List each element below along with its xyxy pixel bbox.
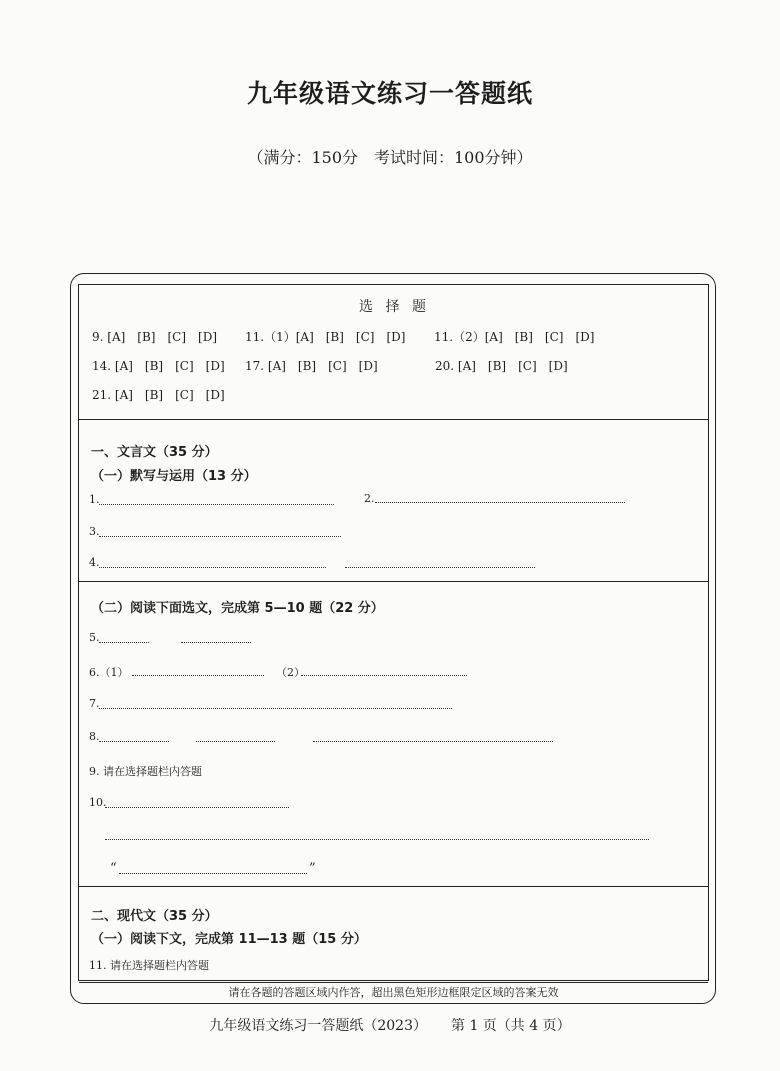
choice-q20[interactable]: 20. [A] [B] [C] [D]: [435, 359, 568, 373]
q6-label: 6.（1）: [89, 666, 129, 679]
section3-heading: 二、现代文（35 分）: [91, 909, 218, 924]
q7-answer-line[interactable]: [99, 708, 452, 709]
section-divider: [79, 581, 708, 582]
q8-answer-line-2[interactable]: [196, 741, 275, 742]
section-divider: [79, 886, 708, 887]
q3-label: 3.: [89, 525, 100, 538]
q5-label: 5.: [89, 631, 100, 644]
footer-title: 九年级语文练习一答题纸（2023）: [209, 1018, 427, 1034]
q1-answer-line[interactable]: [99, 504, 334, 505]
q8-label: 8.: [89, 730, 100, 743]
q2-answer-line[interactable]: [375, 502, 625, 503]
answer-sheet-box: [78, 284, 709, 981]
q1-label: 1.: [89, 493, 100, 506]
q4-label: 4.: [89, 556, 100, 569]
q8-answer-line-1[interactable]: [99, 741, 169, 742]
choice-q9[interactable]: 9. [A] [B] [C] [D]: [92, 330, 218, 344]
choice-section-title: 选 择 题: [359, 299, 430, 315]
q8-answer-line-3[interactable]: [313, 741, 553, 742]
q6-1-answer-line[interactable]: [132, 675, 264, 676]
q6-2-answer-line[interactable]: [301, 675, 467, 676]
section3-sub-heading: （一）阅读下文，完成第 11—13 题（15 分）: [91, 932, 367, 947]
q7-label: 7.: [89, 697, 100, 710]
q3-answer-line[interactable]: [99, 536, 341, 537]
page-number: 第 1 页（共 4 页）: [451, 1018, 571, 1034]
q10-close-quote: ”: [309, 861, 316, 876]
section1-sub-heading: （一）默写与运用（13 分）: [91, 469, 257, 484]
q10-answer-line-2[interactable]: [105, 839, 649, 840]
q10-answer-line-3[interactable]: [119, 873, 307, 874]
q4-answer-line-1[interactable]: [99, 567, 326, 568]
page-footer: [0, 1015, 780, 1035]
section1-heading: 一、文言文（35 分）: [91, 445, 218, 460]
q2-label: 2.: [364, 492, 375, 505]
choice-q14[interactable]: 14. [A] [B] [C] [D]: [92, 359, 225, 373]
q10-open-quote: “: [110, 861, 117, 876]
q11-note: 11. 请在选择题栏内答题: [89, 959, 209, 972]
q10-answer-line-1[interactable]: [105, 807, 289, 808]
q9-note: 9. 请在选择题栏内答题: [89, 765, 202, 778]
q5-answer-line-1[interactable]: [99, 642, 149, 643]
choice-q11-1[interactable]: 11.（1）[A] [B] [C] [D]: [245, 330, 406, 344]
box-bottom-border: [79, 982, 708, 983]
section-divider: [79, 419, 708, 420]
q6-2-label: （2）: [276, 666, 305, 679]
page-title: 九年级语文练习一答题纸: [246, 79, 533, 108]
q4-answer-line-2[interactable]: [345, 567, 535, 568]
q10-label: 10.: [89, 796, 107, 809]
section2-heading: （二）阅读下面选文，完成第 5—10 题（22 分）: [91, 601, 384, 616]
q5-answer-line-2[interactable]: [181, 642, 251, 643]
choice-q11-2[interactable]: 11.（2）[A] [B] [C] [D]: [434, 330, 595, 344]
exam-info: （满分：150分 考试时间：100分钟）: [247, 148, 533, 167]
choice-q21[interactable]: 21. [A] [B] [C] [D]: [92, 388, 225, 402]
answer-area-warning: 请在各题的答题区域内作答，超出黑色矩形边框限定区域的答案无效: [228, 986, 559, 999]
choice-q17[interactable]: 17. [A] [B] [C] [D]: [245, 359, 378, 373]
